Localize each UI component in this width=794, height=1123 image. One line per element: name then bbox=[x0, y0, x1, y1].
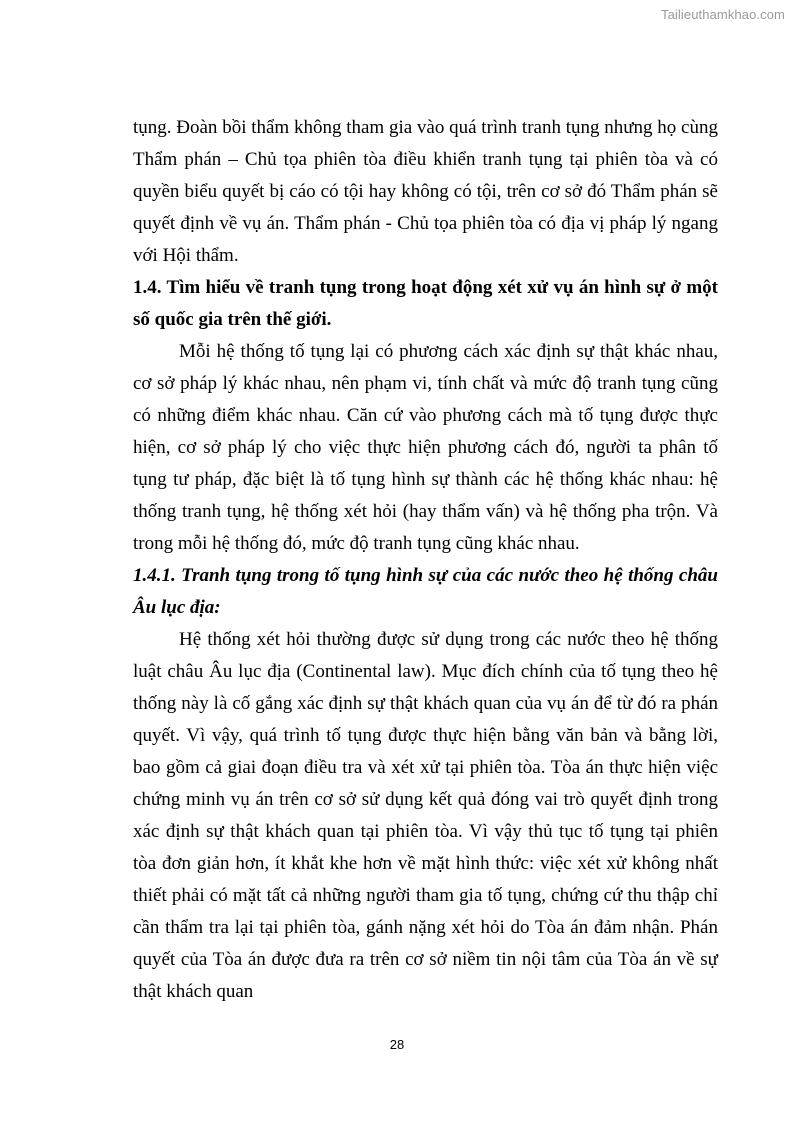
document-body bbox=[133, 112, 718, 1008]
paragraph-continental-law: Hệ thống xét hỏi thường được sử dụng trong các nước theo hệ thống luật châu Âu lục địa (Continental law). Mục đích chính của tố tụng theo hệ thống này là cố gắng xác định sự thật khách quan của vụ án để từ đó ra phán quyết. Vì vậy, quá trình tố tụng được thực hiện bằng văn bản và bằng lời, bao gồm cả giai đoạn điều tra và xét xử tại phiên tòa. Tòa án thực hiện việc chứng minh vụ án trên cơ sở sử dụng kết quả đóng vai trò quyết định trong xác định sự thật khách quan tại phiên tòa. Vì vậy thủ tục tố tụng tại phiên tòa đơn giản hơn, ít khắt khe hơn về mặt hình thức: việc xét xử không nhất thiết phải có mặt tất cả những người tham gia tố tụng, chứng cứ thu thập chỉ cần thẩm tra lại tại phiên tòa, gánh nặng xét hỏi do Tòa án đảm nhận. Phán quyết của Tòa án được đưa ra trên cơ sở niềm tin nội tâm của Tòa án về sự thật khách quan bbox=[133, 629, 718, 1002]
watermark-text: Tailieuthamkhao.com bbox=[660, 7, 785, 22]
subsection-heading-1-4-1: 1.4.1. Tranh tụng trong tố tụng hình sự của các nước theo hệ thống châu Âu lục địa: bbox=[133, 565, 718, 618]
section-heading-1-4: 1.4. Tìm hiểu về tranh tụng trong hoạt động xét xử vụ án hình sự ở một số quốc gia trên thế giới. bbox=[133, 277, 718, 330]
paragraph-continuation: tụng. Đoàn bồi thẩm không tham gia vào quá trình tranh tụng nhưng họ cùng Thẩm phán – Chủ tọa phiên tòa điều khiển tranh tụng tại phiên tòa và có quyền biểu quyết bị cáo có tội hay không có tội, trên cơ sở đó Thẩm phán sẽ quyết định về vụ án. Thẩm phán - Chủ tọa phiên tòa có địa vị pháp lý ngang với Hội thẩm. bbox=[133, 117, 718, 266]
paragraph-section-intro: Mỗi hệ thống tố tụng lại có phương cách xác định sự thật khác nhau, cơ sở pháp lý khác nhau, nên phạm vi, tính chất và mức độ tranh tụng cũng có những điểm khác nhau. Căn cứ vào phương cách mà tố tụng được thực hiện, cơ sở pháp lý cho việc thực hiện phương cách đó, người ta phân tố tụng tư pháp, đặc biệt là tố tụng hình sự thành các hệ thống khác nhau: hệ thống tranh tụng, hệ thống xét hỏi (hay thẩm vấn) và hệ thống pha trộn. Và trong mỗi hệ thống đó, mức độ tranh tụng cũng khác nhau. bbox=[133, 341, 718, 554]
page-number: 28 bbox=[389, 1037, 405, 1052]
